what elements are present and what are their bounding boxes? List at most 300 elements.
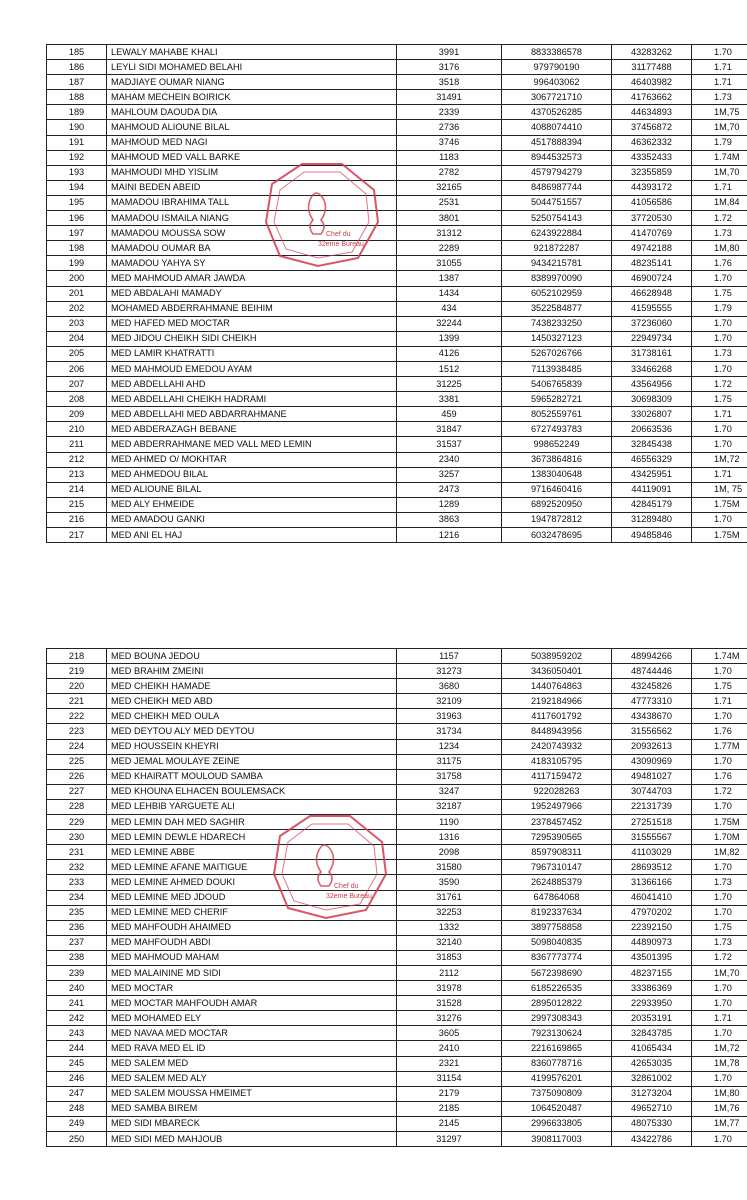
cell-matricule: 31312 (397, 226, 502, 241)
cell-nni: 979790190 (502, 60, 612, 75)
cell-matricule: 1434 (397, 286, 502, 301)
cell-phone: 46556329 (612, 452, 692, 467)
cell-phone: 33386369 (612, 981, 692, 996)
cell-nni: 1383040648 (502, 467, 612, 482)
cell-full-name: MED LEMINE AFANE MAITIGUE (107, 860, 397, 875)
table-row (47, 331, 747, 346)
cell-phone: 31177488 (612, 60, 692, 75)
cell-full-name: MED KHAIRATT MOULOUD SAMBA (107, 769, 397, 784)
cell-row-number: 212 (47, 452, 107, 467)
table-row (47, 180, 747, 195)
roster-table (46, 648, 747, 1147)
cell-nni: 4117159472 (502, 769, 612, 784)
cell-height: 1.75M (692, 815, 747, 830)
cell-row-number: 208 (47, 392, 107, 407)
cell-matricule: 2145 (397, 1116, 502, 1131)
table-row (47, 241, 747, 256)
cell-row-number: 199 (47, 256, 107, 271)
cell-full-name: MED SALEM MED ALY (107, 1071, 397, 1086)
cell-nni: 6243922884 (502, 226, 612, 241)
cell-row-number: 190 (47, 120, 107, 135)
table-row (47, 467, 747, 482)
cell-height: 1.70 (692, 271, 747, 286)
cell-full-name: MED MAHFOUDH AHAIMED (107, 920, 397, 935)
cell-nni: 8944532573 (502, 150, 612, 165)
cell-matricule: 31175 (397, 754, 502, 769)
cell-row-number: 202 (47, 301, 107, 316)
cell-matricule: 32244 (397, 316, 502, 331)
cell-full-name: MED JIDOU CHEIKH SIDI CHEIKH (107, 331, 397, 346)
cell-phone: 32845438 (612, 437, 692, 452)
cell-height: 1.70 (692, 754, 747, 769)
table-row (47, 150, 747, 165)
table-row (47, 301, 747, 316)
stamp-line-1: Chef du (334, 883, 359, 890)
cell-height: 1.70 (692, 996, 747, 1011)
cell-full-name: MAMADOU YAHYA SY (107, 256, 397, 271)
cell-matricule: 2179 (397, 1086, 502, 1101)
cell-matricule: 1399 (397, 331, 502, 346)
cell-phone: 42845179 (612, 497, 692, 512)
cell-height: 1.73 (692, 346, 747, 361)
cell-row-number: 204 (47, 331, 107, 346)
cell-matricule: 2410 (397, 1041, 502, 1056)
cell-full-name: MED MOCTAR (107, 981, 397, 996)
table-row (47, 739, 747, 754)
cell-phone: 46628948 (612, 286, 692, 301)
cell-phone: 31289480 (612, 512, 692, 527)
cell-full-name: MED CHEIKH MED OULA (107, 709, 397, 724)
cell-nni: 7113938485 (502, 361, 612, 376)
cell-row-number: 217 (47, 528, 107, 543)
cell-phone: 31738161 (612, 346, 692, 361)
cell-phone: 20663536 (612, 422, 692, 437)
table-row (47, 528, 747, 543)
cell-phone: 41763662 (612, 90, 692, 105)
cell-phone: 31366166 (612, 875, 692, 890)
cell-full-name: MED MAHMOUD AMAR JAWDA (107, 271, 397, 286)
cell-row-number: 211 (47, 437, 107, 452)
cell-nni: 6892520950 (502, 497, 612, 512)
cell-full-name: MAHLOUM DAOUDA DIA (107, 105, 397, 120)
cell-row-number: 223 (47, 724, 107, 739)
cell-matricule: 2339 (397, 105, 502, 120)
cell-full-name: MED SIDI MBARECK (107, 1116, 397, 1131)
cell-full-name: MED JEMAL MOULAYE ZEINE (107, 754, 397, 769)
table-row (47, 905, 747, 920)
cell-nni: 8833386578 (502, 45, 612, 60)
cell-full-name: MED ABDERRAHMANE MED VALL MED LEMIN (107, 437, 397, 452)
cell-full-name: MED SIDI MED MAHJOUB (107, 1132, 397, 1147)
cell-height: 1.77M (692, 739, 747, 754)
cell-full-name: MED LEMINE MED JDOUD (107, 890, 397, 905)
table-row (47, 195, 747, 210)
cell-height: 1M,80 (692, 241, 747, 256)
table-row (47, 316, 747, 331)
cell-height: 1M,84 (692, 195, 747, 210)
cell-row-number: 220 (47, 679, 107, 694)
cell-matricule: 2321 (397, 1056, 502, 1071)
cell-row-number: 227 (47, 784, 107, 799)
cell-row-number: 225 (47, 754, 107, 769)
cell-row-number: 191 (47, 135, 107, 150)
cell-phone: 41056586 (612, 195, 692, 210)
cell-full-name: MED AHMEDOU BILAL (107, 467, 397, 482)
cell-nni: 5672398690 (502, 965, 612, 980)
cell-phone: 49485846 (612, 528, 692, 543)
table-row (47, 60, 747, 75)
cell-row-number: 207 (47, 377, 107, 392)
cell-nni: 1952497966 (502, 799, 612, 814)
cell-row-number: 216 (47, 512, 107, 527)
cell-phone: 48235141 (612, 256, 692, 271)
cell-matricule: 1216 (397, 528, 502, 543)
table-row (47, 784, 747, 799)
cell-full-name: MED HAFED MED MOCTAR (107, 316, 397, 331)
cell-matricule: 31297 (397, 1132, 502, 1147)
cell-height: 1.70 (692, 512, 747, 527)
cell-height: 1.75M (692, 497, 747, 512)
cell-row-number: 236 (47, 920, 107, 935)
cell-nni: 8192337634 (502, 905, 612, 920)
cell-height: 1.74M (692, 649, 747, 664)
cell-row-number: 215 (47, 497, 107, 512)
cell-row-number: 187 (47, 75, 107, 90)
cell-matricule: 32187 (397, 799, 502, 814)
cell-row-number: 243 (47, 1026, 107, 1041)
cell-phone: 47773310 (612, 694, 692, 709)
cell-full-name: MAMADOU IBRAHIMA TALL (107, 195, 397, 210)
cell-phone: 32355859 (612, 165, 692, 180)
cell-nni: 7967310147 (502, 860, 612, 875)
cell-full-name: MED RAVA MED EL ID (107, 1041, 397, 1056)
cell-nni: 4579794279 (502, 165, 612, 180)
cell-phone: 43564956 (612, 377, 692, 392)
table-row (47, 256, 747, 271)
cell-row-number: 240 (47, 981, 107, 996)
cell-nni: 6032478695 (502, 528, 612, 543)
cell-height: 1.72 (692, 211, 747, 226)
cell-matricule: 3746 (397, 135, 502, 150)
cell-nni: 5267026766 (502, 346, 612, 361)
cell-height: 1.73 (692, 90, 747, 105)
cell-matricule: 2112 (397, 965, 502, 980)
table-row (47, 1056, 747, 1071)
cell-matricule: 434 (397, 301, 502, 316)
cell-nni: 3908117003 (502, 1132, 612, 1147)
cell-height: 1M,77 (692, 1116, 747, 1131)
table-row (47, 935, 747, 950)
cell-matricule: 459 (397, 407, 502, 422)
cell-height: 1.70 (692, 437, 747, 452)
cell-nni: 5406765839 (502, 377, 612, 392)
table-body (47, 649, 747, 1147)
cell-height: 1.75 (692, 920, 747, 935)
table-row (47, 75, 747, 90)
cell-matricule: 4126 (397, 346, 502, 361)
cell-row-number: 230 (47, 830, 107, 845)
cell-full-name: MED MAHMOUD MAHAM (107, 950, 397, 965)
cell-height: 1.79 (692, 301, 747, 316)
cell-row-number: 239 (47, 965, 107, 980)
cell-phone: 41470769 (612, 226, 692, 241)
cell-nni: 5098040835 (502, 935, 612, 950)
table-row (47, 1086, 747, 1101)
cell-matricule: 3176 (397, 60, 502, 75)
cell-matricule: 32253 (397, 905, 502, 920)
cell-height: 1.70 (692, 860, 747, 875)
cell-row-number: 200 (47, 271, 107, 286)
table-row (47, 1026, 747, 1041)
cell-phone: 43501395 (612, 950, 692, 965)
cell-full-name: MED MAHMOUD EMEDOU AYAM (107, 361, 397, 376)
cell-height: 1M,80 (692, 1086, 747, 1101)
table-row (47, 1041, 747, 1056)
cell-matricule: 31537 (397, 437, 502, 452)
table-row (47, 890, 747, 905)
cell-phone: 43425951 (612, 467, 692, 482)
cell-height: 1.79 (692, 135, 747, 150)
cell-matricule: 31528 (397, 996, 502, 1011)
cell-full-name: MED ABDELLAHI CHEIKH HADRAMI (107, 392, 397, 407)
cell-nni: 3897758858 (502, 920, 612, 935)
table-row (47, 120, 747, 135)
cell-row-number: 237 (47, 935, 107, 950)
cell-matricule: 31154 (397, 1071, 502, 1086)
cell-matricule: 31761 (397, 890, 502, 905)
cell-height: 1M,70 (692, 120, 747, 135)
cell-phone: 41595555 (612, 301, 692, 316)
cell-height: 1.70 (692, 1132, 747, 1147)
table-row (47, 679, 747, 694)
cell-full-name: MED ALIOUNE BILAL (107, 482, 397, 497)
cell-nni: 647864068 (502, 890, 612, 905)
cell-phone: 44119091 (612, 482, 692, 497)
cell-phone: 37720530 (612, 211, 692, 226)
cell-height: 1.71 (692, 467, 747, 482)
cell-matricule: 1157 (397, 649, 502, 664)
cell-height: 1.70 (692, 981, 747, 996)
cell-phone: 37236060 (612, 316, 692, 331)
table-row (47, 497, 747, 512)
cell-height: 1M,82 (692, 845, 747, 860)
cell-phone: 43245826 (612, 679, 692, 694)
cell-matricule: 2531 (397, 195, 502, 210)
cell-full-name: MAMADOU ISMAILA NIANG (107, 211, 397, 226)
cell-full-name: MED AHMED O/ MOKHTAR (107, 452, 397, 467)
cell-height: 1.70 (692, 799, 747, 814)
table-row (47, 754, 747, 769)
cell-nni: 6727493783 (502, 422, 612, 437)
cell-phone: 20932613 (612, 739, 692, 754)
cell-phone: 47970202 (612, 905, 692, 920)
cell-row-number: 206 (47, 361, 107, 376)
cell-full-name: MED AMADOU GANKI (107, 512, 397, 527)
cell-phone: 33026807 (612, 407, 692, 422)
cell-row-number: 229 (47, 815, 107, 830)
cell-row-number: 221 (47, 694, 107, 709)
cell-matricule: 3518 (397, 75, 502, 90)
cell-phone: 46362332 (612, 135, 692, 150)
cell-height: 1.70 (692, 709, 747, 724)
cell-nni: 4117601792 (502, 709, 612, 724)
cell-height: 1.72 (692, 377, 747, 392)
cell-full-name: MED MAHFOUDH ABDI (107, 935, 397, 950)
cell-full-name: MED ABDELLAHI MED ABDARRAHMANE (107, 407, 397, 422)
cell-row-number: 186 (47, 60, 107, 75)
cell-height: 1.70 (692, 905, 747, 920)
table-row (47, 845, 747, 860)
cell-matricule: 31853 (397, 950, 502, 965)
cell-phone: 42653035 (612, 1056, 692, 1071)
cell-phone: 48744446 (612, 664, 692, 679)
cell-height: 1.76 (692, 724, 747, 739)
cell-height: 1M,72 (692, 452, 747, 467)
cell-matricule: 3680 (397, 679, 502, 694)
cell-row-number: 203 (47, 316, 107, 331)
cell-nni: 3522584877 (502, 301, 612, 316)
table-row (47, 1116, 747, 1131)
cell-row-number: 218 (47, 649, 107, 664)
cell-nni: 3436050401 (502, 664, 612, 679)
cell-nni: 2192184966 (502, 694, 612, 709)
cell-nni: 3673864816 (502, 452, 612, 467)
cell-row-number: 195 (47, 195, 107, 210)
cell-full-name: LEYLI SIDI MOHAMED BELAHI (107, 60, 397, 75)
cell-matricule: 32165 (397, 180, 502, 195)
cell-phone: 31556562 (612, 724, 692, 739)
stamp-line-1: Chef du (326, 231, 351, 238)
cell-row-number: 192 (47, 150, 107, 165)
cell-phone: 43283262 (612, 45, 692, 60)
cell-height: 1M,75 (692, 105, 747, 120)
cell-matricule: 2340 (397, 452, 502, 467)
cell-full-name: MED ABDALAHI MAMADY (107, 286, 397, 301)
cell-row-number: 185 (47, 45, 107, 60)
cell-height: 1.75 (692, 679, 747, 694)
cell-phone: 46403982 (612, 75, 692, 90)
cell-row-number: 244 (47, 1041, 107, 1056)
cell-full-name: MED LEMINE MED CHERIF (107, 905, 397, 920)
cell-height: 1.73 (692, 935, 747, 950)
cell-full-name: MED SAMBA BIREM (107, 1101, 397, 1116)
table-row (47, 377, 747, 392)
table-row (47, 799, 747, 814)
cell-matricule: 31055 (397, 256, 502, 271)
cell-full-name: MED MOCTAR MAHFOUDH AMAR (107, 996, 397, 1011)
cell-nni: 2216169865 (502, 1041, 612, 1056)
cell-phone: 31273204 (612, 1086, 692, 1101)
cell-matricule: 32109 (397, 694, 502, 709)
table-row (47, 875, 747, 890)
cell-nni: 8052559761 (502, 407, 612, 422)
cell-full-name: MAHMOUD MED NAGI (107, 135, 397, 150)
cell-height: 1.73 (692, 875, 747, 890)
cell-nni: 7438233250 (502, 316, 612, 331)
cell-matricule: 1512 (397, 361, 502, 376)
cell-height: 1.71 (692, 60, 747, 75)
cell-height: 1.70M (692, 830, 747, 845)
cell-height: 1M,70 (692, 165, 747, 180)
cell-phone: 43090969 (612, 754, 692, 769)
cell-matricule: 3590 (397, 875, 502, 890)
cell-height: 1.71 (692, 694, 747, 709)
cell-matricule: 32140 (397, 935, 502, 950)
cell-row-number: 196 (47, 211, 107, 226)
table-row (47, 830, 747, 845)
cell-matricule: 2185 (397, 1101, 502, 1116)
cell-row-number: 233 (47, 875, 107, 890)
cell-phone: 44634893 (612, 105, 692, 120)
cell-matricule: 3801 (397, 211, 502, 226)
cell-nni: 4517888394 (502, 135, 612, 150)
cell-matricule: 2782 (397, 165, 502, 180)
cell-matricule: 3381 (397, 392, 502, 407)
cell-full-name: MED ABDELLAHI AHD (107, 377, 397, 392)
cell-matricule: 31963 (397, 709, 502, 724)
cell-full-name: MED ABDERAZAGH BEBANE (107, 422, 397, 437)
table-row (47, 437, 747, 452)
cell-nni: 2378457452 (502, 815, 612, 830)
cell-height: 1.72 (692, 784, 747, 799)
cell-nni: 6185226535 (502, 981, 612, 996)
cell-nni: 8360778716 (502, 1056, 612, 1071)
cell-phone: 43422786 (612, 1132, 692, 1147)
cell-full-name: MAHMOUD MED VALL BARKE (107, 150, 397, 165)
cell-full-name: MED LEMIN DAH MED SAGHIR (107, 815, 397, 830)
stamp-line-2: 32eme Bureau (326, 893, 372, 900)
cell-full-name: MAMADOU OUMAR BA (107, 241, 397, 256)
cell-phone: 49742188 (612, 241, 692, 256)
cell-nni: 7295390565 (502, 830, 612, 845)
cell-matricule: 3257 (397, 467, 502, 482)
cell-matricule: 31734 (397, 724, 502, 739)
cell-nni: 2895012822 (502, 996, 612, 1011)
table-row (47, 694, 747, 709)
cell-height: 1.76 (692, 256, 747, 271)
cell-full-name: MED SALEM MED (107, 1056, 397, 1071)
cell-nni: 2624885379 (502, 875, 612, 890)
table-row (47, 950, 747, 965)
table-body (47, 45, 747, 543)
cell-nni: 922028263 (502, 784, 612, 799)
cell-full-name: MED LEMINE AHMED DOUKI (107, 875, 397, 890)
table-row (47, 407, 747, 422)
cell-full-name: LEWALY MAHABE KHALI (107, 45, 397, 60)
cell-height: 1M,76 (692, 1101, 747, 1116)
cell-full-name: MED MALAININE MD SIDI (107, 965, 397, 980)
cell-row-number: 245 (47, 1056, 107, 1071)
cell-phone: 20353191 (612, 1011, 692, 1026)
cell-row-number: 234 (47, 890, 107, 905)
cell-full-name: MED LEMIN DEWLE HDARECH (107, 830, 397, 845)
cell-full-name: MED LAMIR KHATRATTI (107, 346, 397, 361)
cell-row-number: 238 (47, 950, 107, 965)
cell-nni: 4183105795 (502, 754, 612, 769)
cell-height: 1M, 75 (692, 482, 747, 497)
cell-nni: 2420743932 (502, 739, 612, 754)
cell-phone: 37456872 (612, 120, 692, 135)
cell-height: 1.70 (692, 890, 747, 905)
cell-row-number: 222 (47, 709, 107, 724)
table-row (47, 1071, 747, 1086)
cell-row-number: 235 (47, 905, 107, 920)
cell-row-number: 247 (47, 1086, 107, 1101)
table-row (47, 286, 747, 301)
cell-height: 1.70 (692, 331, 747, 346)
cell-height: 1.70 (692, 361, 747, 376)
register-table-bottom (46, 648, 740, 1147)
